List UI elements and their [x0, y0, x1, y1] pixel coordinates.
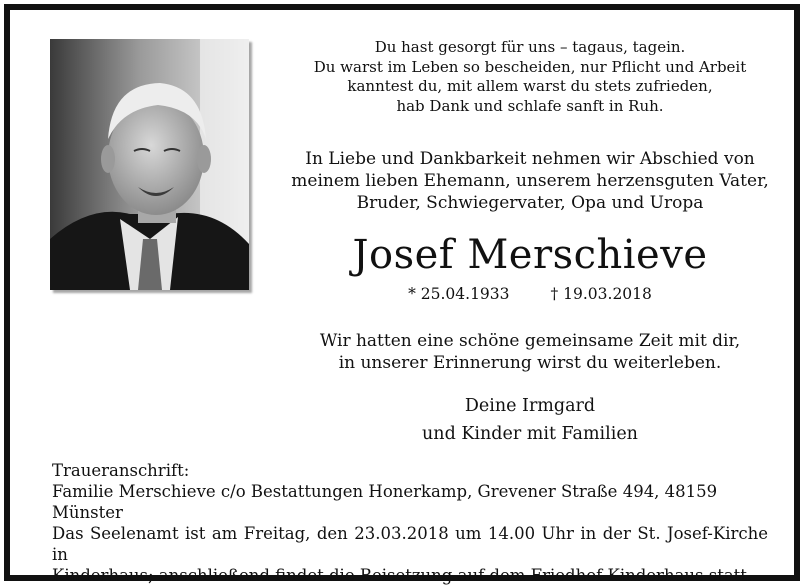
service-line: Das Seelenamt ist am Freitag, den 23.03.2018 um 14.00 Uhr in der St. Josef-Kirche in [52, 524, 768, 564]
death-date: † 19.03.2018 [550, 285, 652, 303]
life-dates [270, 285, 790, 303]
poem [270, 38, 790, 116]
memory-text [270, 330, 790, 374]
poem-line: Du warst im Leben so bescheiden, nur Pflicht und Arbeit [313, 57, 747, 76]
intro-line: meinem lieben Ehemann, unserem herzensguten Vater, [291, 171, 769, 191]
mourning-address: Familie Merschieve c/o Bestattungen Honerkamp, Grevener Straße 494, 48159 Münster [52, 482, 718, 522]
memory-line: in unserer Erinnerung wirst du weiterleben. [338, 353, 722, 373]
intro-line: In Liebe und Dankbarkeit nehmen wir Abschied von [305, 149, 755, 169]
address-label: Traueranschrift: [52, 461, 190, 480]
poem-line: kanntest du, mit allem warst du stets zufrieden, [347, 77, 713, 95]
birth-date: * 25.04.1933 [408, 285, 510, 303]
memory-line: Wir hatten eine schöne gemeinsame Zeit mit dir, [319, 331, 741, 351]
portrait-photo [50, 39, 249, 290]
farewell-intro [270, 148, 790, 214]
signers [270, 392, 790, 448]
deceased-name: Josef Merschieve [352, 232, 708, 278]
poem-line: hab Dank und schlafe sanft in Ruh. [396, 96, 664, 115]
footer-info [52, 460, 768, 586]
signer-line: Deine Irmgard [464, 396, 596, 416]
poem-line: Du hast gesorgt für uns – tagaus, tagein. [374, 38, 686, 56]
signer-line: und Kinder mit Familien [422, 424, 638, 444]
intro-line: Bruder, Schwiegervater, Opa und Uropa [356, 193, 704, 213]
service-line: Kinderhaus; anschließend findet die Beisetzung auf dem Friedhof Kinderhaus statt. [52, 566, 753, 585]
portrait-illustration [50, 39, 249, 290]
